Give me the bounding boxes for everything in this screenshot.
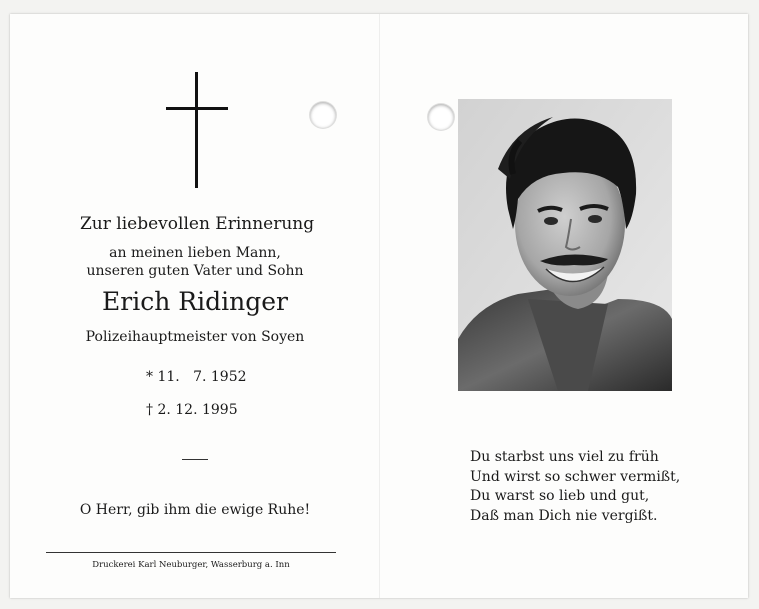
poem (470, 448, 680, 526)
cross-icon (195, 72, 198, 188)
separator-dash (182, 459, 208, 460)
memory-heading: Zur liebevollen Erinnerung (80, 214, 315, 234)
deceased-name: Erich Ridinger (102, 287, 288, 316)
cross-icon-bar (166, 107, 228, 110)
poem-line: Daß man Dich nie vergißt. (470, 507, 658, 524)
punch-hole-left (310, 102, 336, 128)
punch-hole-right (428, 104, 454, 130)
card-fold (379, 14, 380, 598)
portrait-photo (458, 99, 672, 391)
poem-line: Und wirst so schwer vermißt, (470, 468, 681, 485)
poem-line: Du starbst uns viel zu früh (470, 449, 659, 465)
printer-credit: Druckerei Karl Neuburger, Wasserburg a. Inn (92, 560, 290, 570)
dedication-line-2: unseren guten Vater und Sohn (86, 263, 304, 279)
death-date: † 2. 12. 1995 (146, 402, 238, 418)
dedication-line-1: an meinen lieben Mann, (109, 245, 281, 261)
poem-line: Du warst so lieb und gut, (470, 488, 650, 504)
prayer-line: O Herr, gib ihm die ewige Ruhe! (79, 502, 311, 518)
birth-date: * 11. 7. 1952 (146, 369, 247, 385)
portrait-image (458, 99, 672, 391)
footer-rule (46, 552, 336, 553)
occupation: Polizeihauptmeister von Soyen (85, 329, 305, 345)
